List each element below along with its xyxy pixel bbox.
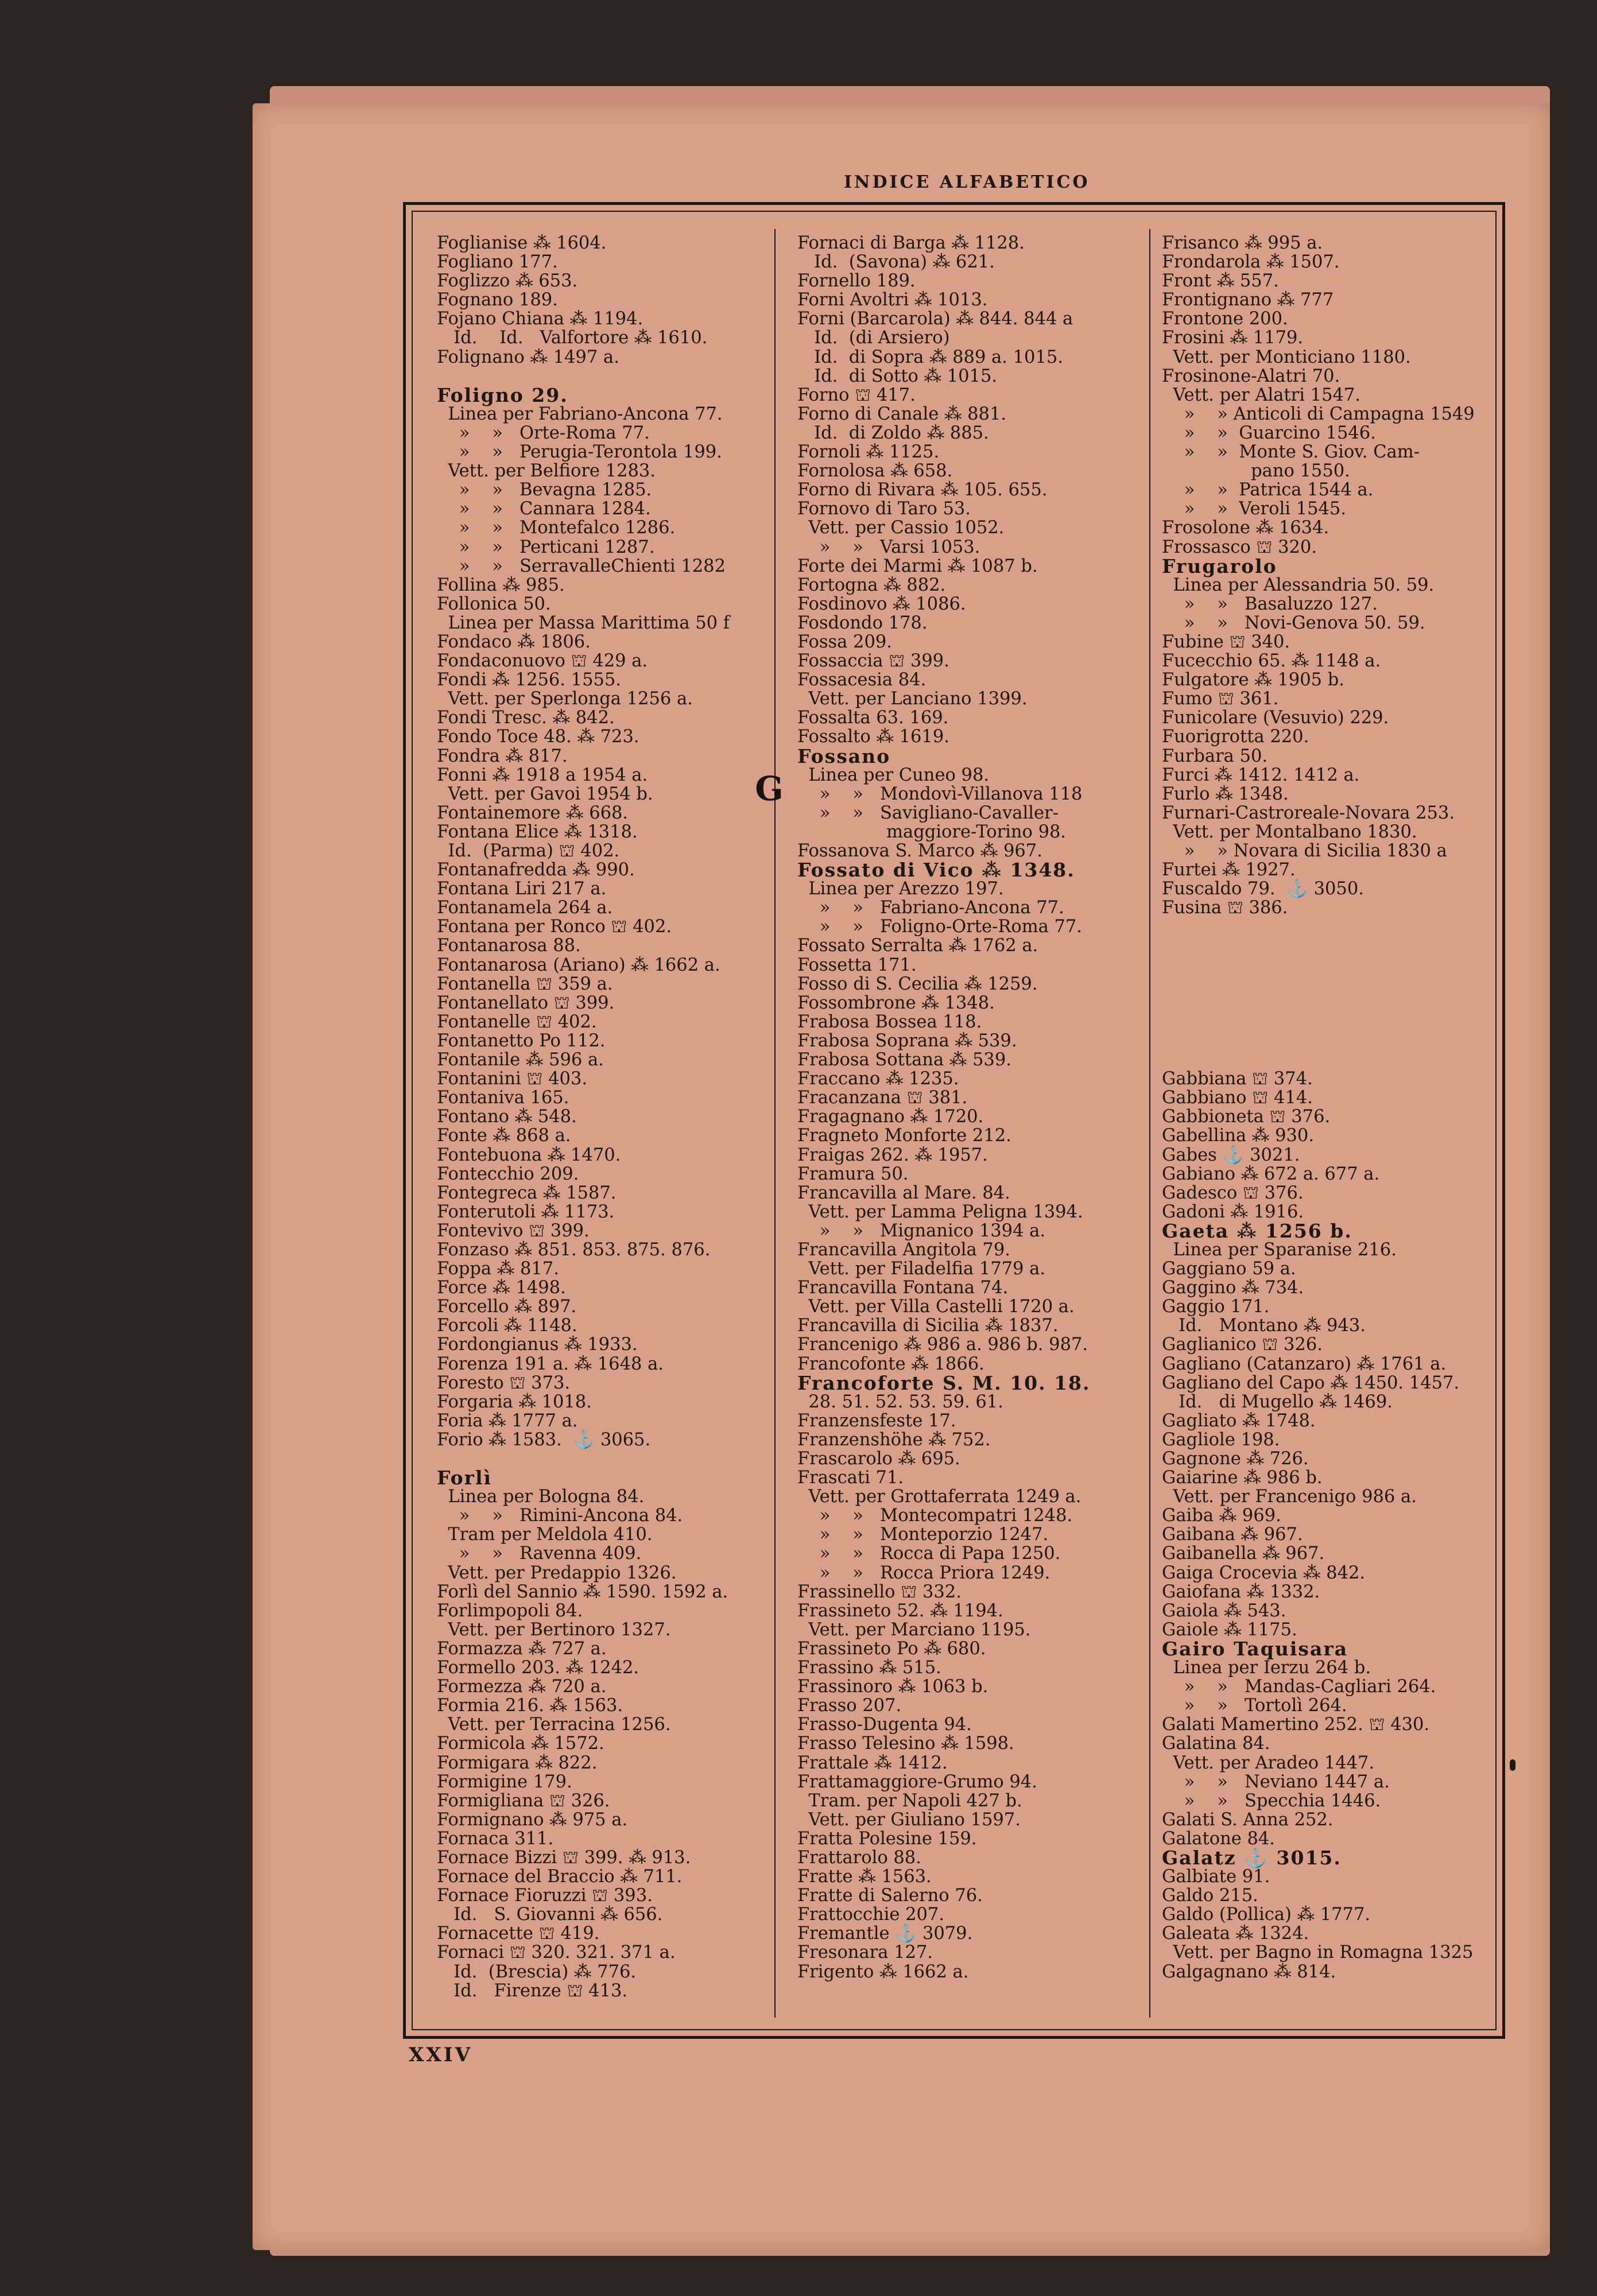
index-entry: Gaiofana ⁂ 1332. [1162, 1581, 1320, 1602]
index-entry: » » Foligno-Orte-Roma 77. [797, 917, 1082, 937]
index-entry: Gaiola ⁂ 543. [1162, 1600, 1286, 1621]
index-entry: Funicolare (Vesuvio) 229. [1162, 708, 1389, 728]
index-entry: Galdo 215. [1162, 1886, 1258, 1906]
index-entry: Gabes ⚓ 3021. [1162, 1145, 1300, 1165]
index-entry: » » Rocca di Papa 1250. [797, 1543, 1061, 1564]
index-entry: Foglianise ⁂ 1604. [437, 233, 607, 253]
index-entry: Gagliole 198. [1162, 1429, 1280, 1450]
index-entry: Formigara ⁂ 822. [437, 1752, 598, 1773]
index-entry: Fontanarosa 88. [437, 936, 581, 956]
index-entry: Fontanafredda ⁂ 990. [437, 860, 635, 881]
index-entry: » » Anticoli di Campagna 1549 [1162, 404, 1475, 424]
index-entry: Frontone 200. [1162, 309, 1288, 329]
index-entry: Fontanetto Po 112. [437, 1030, 606, 1051]
index-entry: Fontainemore ⁂ 668. [437, 802, 629, 823]
index-entry: Framura 50. [797, 1163, 909, 1184]
index-entry: Furtei ⁂ 1927. [1162, 860, 1296, 881]
index-entry: Gabbiana ⛫ 374. [1162, 1069, 1313, 1089]
index-entry: » » Rocca Priora 1249. [797, 1562, 1051, 1583]
index-entry: Fognano 189. [437, 290, 558, 311]
index-entry: Gadoni ⁂ 1916. [1162, 1201, 1304, 1222]
index-entry: Vett. per Francenigo 986 a. [1162, 1487, 1417, 1507]
index-entry: Fortogna ⁂ 882. [797, 575, 946, 595]
index-entry: Foppa ⁂ 817. [437, 1259, 559, 1279]
index-entry: Vett. per Bagno in Romagna 1325 [1162, 1942, 1474, 1963]
index-entry: Formigine 179. [437, 1771, 572, 1792]
index-entry: Frosolone ⁂ 1634. [1162, 518, 1329, 538]
index-entry [1162, 994, 1506, 1013]
index-entry: » » Cannara 1284. [437, 499, 651, 519]
index-entry: Galeata ⁂ 1324. [1162, 1923, 1309, 1944]
index-entry: Id. Id. Valfortore ⁂ 1610. [437, 328, 708, 348]
index-entry: Id. (Brescia) ⁂ 776. [437, 1961, 637, 1982]
index-entry: Franzensfeste 17. [797, 1410, 956, 1431]
index-entry: Fornace Bizzi ⛫ 399. ⁂ 913. [437, 1847, 691, 1868]
index-column-2 [797, 234, 1142, 2018]
index-entry: Fondra ⁂ 817. [437, 746, 568, 766]
index-entry: Fuorigrotta 220. [1162, 727, 1309, 747]
index-entry: Formazza ⁂ 727 a. [437, 1638, 607, 1659]
index-entry: Fontana per Ronco ⛫ 402. [437, 917, 672, 937]
index-entry: Formello 203. ⁂ 1242. [437, 1658, 639, 1678]
index-entry: Frabosa Bossea 118. [797, 1011, 982, 1032]
index-entry: Furbara 50. [1162, 746, 1268, 766]
index-entry [1162, 1031, 1506, 1050]
index-entry: pano 1550. [1162, 461, 1350, 482]
index-entry: Fondi Tresc. ⁂ 842. [437, 708, 615, 728]
index-entry: Fossano [797, 744, 891, 767]
index-entry: Fremantle ⚓ 3079. [797, 1923, 973, 1944]
index-entry: Fornoli ⁂ 1125. [797, 442, 940, 463]
index-entry [1162, 1013, 1506, 1031]
index-entry: Francofonte ⁂ 1866. [797, 1353, 984, 1374]
index-entry: Fonzaso ⁂ 851. 853. 875. 876. [437, 1239, 711, 1260]
index-entry: » » Montefalco 1286. [437, 518, 676, 538]
index-entry: Frascati 71. [797, 1468, 904, 1488]
index-entry: Forno di Canale ⁂ 881. [797, 404, 1007, 424]
index-entry: Fracanzana ⛫ 381. [797, 1088, 968, 1108]
index-entry [1162, 936, 1506, 955]
index-entry: Foresto ⛫ 373. [437, 1372, 571, 1393]
index-entry: Vett. per Monticiano 1180. [1162, 347, 1411, 367]
index-entry: Gabbioneta ⛫ 376. [1162, 1107, 1331, 1127]
index-entry: Fosdinovo ⁂ 1086. [797, 594, 966, 614]
index-entry: Fusina ⛫ 386. [1162, 898, 1288, 918]
index-entry [437, 367, 764, 386]
index-entry: Gaeta ⁂ 1256 b. [1162, 1219, 1352, 1242]
index-entry: Galdo (Pollica) ⁂ 1777. [1162, 1905, 1371, 1925]
index-entry: Fragagnano ⁂ 1720. [797, 1107, 984, 1127]
index-entry: Fuscaldo 79. ⚓ 3050. [1162, 879, 1364, 899]
index-entry: Vett. per Alatri 1547. [1162, 385, 1360, 405]
index-entry: Fontanella ⛫ 359 a. [437, 974, 613, 994]
index-entry: Francavilla Angitola 79. [797, 1239, 1010, 1260]
index-entry: Foglizzo ⁂ 653. [437, 271, 578, 292]
index-entry: Gaibana ⁂ 967. [1162, 1525, 1303, 1545]
index-entry: Id. Montano ⁂ 943. [1162, 1316, 1366, 1336]
index-entry: » » Mondovì-Villanova 118 [797, 784, 1083, 804]
index-frame-inner [412, 211, 1497, 2030]
index-entry: Vett. per Aradeo 1447. [1162, 1752, 1375, 1773]
index-entry: Galati S. Anna 252. [1162, 1809, 1334, 1830]
index-entry: Fragneto Monforte 212. [797, 1126, 1011, 1146]
index-entry: » » Monte S. Giov. Cam- [1162, 442, 1420, 463]
index-entry: Frosinone-Alatri 70. [1162, 366, 1340, 386]
index-entry: Fornace Fioruzzi ⛫ 393. [437, 1886, 653, 1906]
index-entry: Id. (di Arsiero) [797, 328, 950, 348]
index-entry: Fontana Liri 217 a. [437, 879, 607, 899]
index-entry: Gagliato ⁂ 1748. [1162, 1410, 1316, 1431]
index-entry: Frosini ⁂ 1179. [1162, 328, 1304, 348]
index-entry: Vett. per Lanciano 1399. [797, 689, 1028, 709]
index-entry: Gaibanella ⁂ 967. [1162, 1543, 1325, 1564]
index-entry: » » Rimini-Ancona 84. [437, 1506, 683, 1526]
index-entry: Fontanini ⛫ 403. [437, 1069, 588, 1089]
index-entry: Gabellina ⁂ 930. [1162, 1126, 1315, 1146]
index-entry: Id. di Mugello ⁂ 1469. [1162, 1391, 1393, 1412]
index-entry: Fontevivo ⛫ 399. [437, 1220, 590, 1241]
index-entry [1162, 917, 1506, 936]
index-entry: Galgagnano ⁂ 814. [1162, 1961, 1336, 1982]
index-entry: » » Veroli 1545. [1162, 499, 1347, 519]
index-entry: Fondo Toce 48. ⁂ 723. [437, 727, 639, 747]
index-entry: Frasso 207. [797, 1696, 902, 1716]
index-entry: Fornaca 311. [437, 1828, 554, 1849]
index-entry: Vett. per Grottaferrata 1249 a. [797, 1487, 1082, 1507]
index-entry: Gaiga Crocevia ⁂ 842. [1162, 1562, 1366, 1583]
index-entry: Fornaci di Barga ⁂ 1128. [797, 233, 1025, 253]
index-entry: Linea per Cuneo 98. [797, 765, 990, 785]
index-entry: Vett. per Villa Castelli 1720 a. [797, 1297, 1075, 1317]
index-entry: Gabiano ⁂ 672 a. 677 a. [1162, 1163, 1380, 1184]
index-entry: Vett. per Predappio 1326. [437, 1562, 677, 1583]
index-entry: Frugarolo [1162, 554, 1277, 577]
index-entry: Forni (Barcarola) ⁂ 844. 844 a [797, 309, 1073, 329]
index-entry: Linea per Massa Marittima 50 f [437, 612, 730, 633]
index-entry: Forcello ⁂ 897. [437, 1297, 577, 1317]
index-entry: Fubine ⛫ 340. [1162, 631, 1290, 652]
index-entry: Frondarola ⁂ 1507. [1162, 252, 1340, 273]
index-entry: Fontanelle ⛫ 402. [437, 1011, 597, 1032]
index-entry: Vett. per Terracina 1256. [437, 1715, 671, 1735]
index-entry: Fornovo di Taro 53. [797, 499, 971, 519]
index-entry: Forenza 191 a. ⁂ 1648 a. [437, 1353, 664, 1374]
index-entry: Fosdondo 178. [797, 612, 928, 633]
index-entry: Fresonara 127. [797, 1942, 933, 1963]
section-letter: G [755, 769, 784, 808]
index-entry: » » Neviano 1447 a. [1162, 1771, 1390, 1792]
index-entry: Galbiate 91. [1162, 1867, 1270, 1887]
index-entry: Fogliano 177. [437, 252, 558, 273]
index-entry: Frossasco ⛫ 320. [1162, 537, 1317, 557]
index-entry: » » Bevagna 1285. [437, 480, 652, 501]
index-entry: Frassino ⁂ 515. [797, 1658, 941, 1678]
index-entry: » » Mandas-Cagliari 264. [1162, 1677, 1436, 1697]
index-entry: Vett. per Gavoi 1954 b. [437, 784, 653, 804]
index-entry: Gadesco ⛫ 376. [1162, 1182, 1304, 1203]
index-entry: Forgaria ⁂ 1018. [437, 1391, 592, 1412]
index-entry: Fontegreca ⁂ 1587. [437, 1182, 617, 1203]
index-entry: Folignano ⁂ 1497 a. [437, 347, 619, 367]
index-entry: Gaiba ⁂ 969. [1162, 1506, 1281, 1526]
index-entry: » » Perugia-Terontola 199. [437, 442, 722, 463]
index-entry: Fontanarosa (Ariano) ⁂ 1662 a. [437, 955, 720, 975]
index-entry: Fossato di Vico ⁂ 1348. [797, 859, 1075, 882]
index-entry: Vett. per Montalbano 1830. [1162, 821, 1417, 842]
index-entry: » » Montecompatri 1248. [797, 1506, 1073, 1526]
index-entry: Galatone 84. [1162, 1828, 1275, 1849]
index-entry: Fornello 189. [797, 271, 916, 292]
index-entry: Id. di Sopra ⁂ 889 a. 1015. [797, 347, 1063, 367]
index-entry: » » Tortolì 264. [1162, 1696, 1347, 1716]
index-entry: Forni Avoltri ⁂ 1013. [797, 290, 988, 311]
index-entry: Francavilla di Sicilia ⁂ 1837. [797, 1316, 1059, 1336]
index-entry: Vett. per Bertinoro 1327. [437, 1619, 671, 1640]
index-entry: Fordongianus ⁂ 1933. [437, 1335, 638, 1355]
index-entry: Fojano Chiana ⁂ 1194. [437, 309, 644, 329]
margin-mark [1510, 1759, 1515, 1771]
index-entry: Gabbiano ⛫ 414. [1162, 1088, 1313, 1108]
index-entry: Forcoli ⁂ 1148. [437, 1316, 577, 1336]
index-entry: » » Guarcino 1546. [1162, 422, 1376, 443]
index-entry: Furlo ⁂ 1348. [1162, 784, 1289, 804]
index-entry: Francavilla al Mare. 84. [797, 1182, 1010, 1203]
index-entry: Formia 216. ⁂ 1563. [437, 1696, 623, 1716]
index-entry: Fossa 209. [797, 631, 892, 652]
index-entry: Frasso Telesino ⁂ 1598. [797, 1733, 1014, 1754]
index-entry: Linea per Bologna 84. [437, 1487, 645, 1507]
index-entry: Fossalto ⁂ 1619. [797, 727, 949, 747]
index-entry: Frassinello ⛫ 332. [797, 1581, 962, 1602]
index-entry: Frattamaggiore-Grumo 94. [797, 1771, 1037, 1792]
index-entry: Formezza ⁂ 720 a. [437, 1677, 607, 1697]
index-entry [1162, 1050, 1506, 1069]
index-entry: Fratta Polesine 159. [797, 1828, 977, 1849]
index-entry: Forlì [437, 1467, 493, 1490]
index-entry: Tram per Meldola 410. [437, 1525, 653, 1545]
index-entry: Fornacette ⛫ 419. [437, 1923, 600, 1944]
index-entry: Frabosa Soprana ⁂ 539. [797, 1030, 1017, 1051]
index-entry: Fratte di Salerno 76. [797, 1886, 983, 1906]
index-entry: Gaggio 171. [1162, 1297, 1270, 1317]
index-entry: Fossalta 63. 169. [797, 708, 949, 728]
index-entry: Gagnone ⁂ 726. [1162, 1449, 1309, 1469]
index-frame [403, 202, 1505, 2039]
index-entry: » » Mignanico 1394 a. [797, 1220, 1046, 1241]
index-entry: Fumo ⛫ 361. [1162, 689, 1279, 709]
index-entry: Fornace del Braccio ⁂ 711. [437, 1867, 683, 1887]
index-entry: Fontanamela 264 a. [437, 898, 613, 918]
index-entry: » » Ravenna 409. [437, 1543, 642, 1564]
index-entry: Fonte ⁂ 868 a. [437, 1126, 571, 1146]
index-entry: Id. S. Giovanni ⁂ 656. [437, 1905, 663, 1925]
index-entry: Fontecchio 209. [437, 1163, 579, 1184]
index-entry: Fontanellato ⛫ 399. [437, 992, 615, 1013]
index-entry: » » Fabriano-Ancona 77. [797, 898, 1064, 918]
index-entry: Fontana Elice ⁂ 1318. [437, 821, 638, 842]
index-entry: Linea per Ierzu 264 b. [1162, 1658, 1371, 1678]
index-entry: Frassineto 52. ⁂ 1194. [797, 1600, 1003, 1621]
index-entry: Vett. per Marciano 1195. [797, 1619, 1031, 1640]
index-entry: Francavilla Fontana 74. [797, 1278, 1009, 1298]
column-divider [774, 229, 776, 2018]
index-entry: Gagliano del Capo ⁂ 1450. 1457. [1162, 1372, 1460, 1393]
index-entry: Fossetta 171. [797, 955, 917, 975]
index-entry: Vett. per Giuliano 1597. [797, 1809, 1021, 1830]
index-entry: Fondaconuovo ⛫ 429 a. [437, 651, 648, 672]
index-entry: Fulgatore ⁂ 1905 b. [1162, 670, 1344, 691]
index-entry: Fraigas 262. ⁂ 1957. [797, 1145, 988, 1165]
page-number: XXIV [409, 2043, 473, 2066]
index-entry: Frassineto Po ⁂ 680. [797, 1638, 986, 1659]
index-entry: Linea per Sparanise 216. [1162, 1239, 1397, 1260]
index-entry: Gagliano (Catanzaro) ⁂ 1761 a. [1162, 1353, 1447, 1374]
index-entry: » » Patrica 1544 a. [1162, 480, 1374, 501]
index-entry: Gairo Taquisara [1162, 1637, 1348, 1660]
index-entry: Fossombrone ⁂ 1348. [797, 992, 995, 1013]
index-entry: Frattale ⁂ 1412. [797, 1752, 948, 1773]
index-entry: Tram. per Napoli 427 b. [797, 1790, 1022, 1811]
index-entry: Follonica 50. [437, 594, 551, 614]
index-entry: Fratte ⁂ 1563. [797, 1867, 932, 1887]
index-entry: » » Monteporzio 1247. [797, 1525, 1049, 1545]
index-entry: » » SerravalleChienti 1282 [437, 556, 726, 576]
index-entry: Linea per Fabriano-Ancona 77. [437, 404, 723, 424]
index-column-1 [437, 234, 764, 2018]
index-entry: Gaggiano 59 a. [1162, 1259, 1296, 1279]
index-entry: Galatz ⚓ 3015. [1162, 1846, 1342, 1869]
index-entry: Gaggino ⁂ 734. [1162, 1278, 1304, 1298]
index-entry: Frassinoro ⁂ 1063 b. [797, 1677, 989, 1697]
index-entry: Id. (Savona) ⁂ 621. [797, 252, 995, 273]
index-entry: » » Specchia 1446. [1162, 1790, 1381, 1811]
index-entry: » » Orte-Roma 77. [437, 422, 650, 443]
index-entry: Furci ⁂ 1412. 1412 a. [1162, 765, 1360, 785]
index-entry: Fonterutoli ⁂ 1173. [437, 1201, 615, 1222]
index-entry: Fonni ⁂ 1918 a 1954 a. [437, 765, 648, 785]
index-entry: » » Novara di Sicilia 1830 a [1162, 841, 1447, 861]
index-entry: Formigliana ⛫ 326. [437, 1790, 610, 1811]
index-entry: Furnari-Castroreale-Novara 253. [1162, 802, 1455, 823]
index-entry: 28. 51. 52. 53. 59. 61. [797, 1391, 1003, 1412]
index-entry: Formignano ⁂ 975 a. [437, 1809, 628, 1830]
index-entry: Gaglianico ⛫ 326. [1162, 1335, 1323, 1355]
index-entry: Linea per Arezzo 197. [797, 879, 1004, 899]
index-entry: Fontano ⁂ 548. [437, 1107, 577, 1127]
index-entry: » » Novi-Genova 50. 59. [1162, 612, 1425, 633]
index-entry: Francoforte S. M. 10. 18. [797, 1371, 1091, 1394]
index-entry: Force ⁂ 1498. [437, 1278, 566, 1298]
index-entry: Frattarolo 88. [797, 1847, 921, 1868]
index-entry: Id. di Sotto ⁂ 1015. [797, 366, 998, 386]
index-entry: Fondaco ⁂ 1806. [437, 631, 591, 652]
index-entry: Foria ⁂ 1777 a. [437, 1410, 578, 1431]
index-entry: Fondi ⁂ 1256. 1555. [437, 670, 621, 691]
index-entry: Francenigo ⁂ 986 a. 986 b. 987. [797, 1335, 1088, 1355]
index-column-3 [1162, 234, 1506, 2018]
index-entry: Vett. per Filadelfia 1779 a. [797, 1259, 1046, 1279]
index-entry: Vett. per Sperlonga 1256 a. [437, 689, 693, 709]
index-entry: Forio ⁂ 1583. ⚓ 3065. [437, 1429, 651, 1450]
index-entry: Fornolosa ⁂ 658. [797, 461, 953, 482]
index-entry: Frabosa Sottana ⁂ 539. [797, 1050, 1011, 1071]
index-entry: Forlimpopoli 84. [437, 1600, 583, 1621]
index-entry: Fontebuona ⁂ 1470. [437, 1145, 621, 1165]
index-entry: Fossaccia ⛫ 399. [797, 651, 949, 672]
index-entry: Fucecchio 65. ⁂ 1148 a. [1162, 651, 1381, 672]
index-entry: Frontignano ⁂ 777 [1162, 290, 1334, 311]
index-entry: » » Savigliano-Cavaller- [797, 802, 1059, 823]
index-entry: Vett. per Lamma Peligna 1394. [797, 1201, 1083, 1222]
index-entry: Id. di Zoldo ⁂ 885. [797, 422, 989, 443]
index-entry: » » Perticani 1287. [437, 537, 655, 557]
index-entry: Vett. per Cassio 1052. [797, 518, 1005, 538]
index-entry: Forno ⛫ 417. [797, 385, 916, 405]
index-entry: Foligno 29. [437, 383, 568, 406]
index-entry: Linea per Alessandria 50. 59. [1162, 575, 1435, 595]
index-entry: Fossacesia 84. [797, 670, 927, 691]
index-entry: Frattocchie 207. [797, 1905, 945, 1925]
index-entry: Formicola ⁂ 1572. [437, 1733, 604, 1754]
index-entry: Frasso-Dugenta 94. [797, 1715, 972, 1735]
running-header: INDICE ALFABETICO [844, 172, 1090, 192]
index-entry: Vett. per Belfiore 1283. [437, 461, 656, 482]
index-entry: Fraccano ⁂ 1235. [797, 1069, 959, 1089]
index-entry: Franzenshöhe ⁂ 752. [797, 1429, 991, 1450]
index-entry: Forno di Rivara ⁂ 105. 655. [797, 480, 1048, 501]
index-entry [1162, 956, 1506, 975]
index-entry: Frascarolo ⁂ 695. [797, 1449, 960, 1469]
index-entry: Galatina 84. [1162, 1733, 1270, 1754]
index-entry [437, 1449, 764, 1468]
index-entry: Front ⁂ 557. [1162, 271, 1279, 292]
index-entry: » » Basaluzzo 127. [1162, 594, 1378, 614]
index-entry: Id. (Parma) ⛫ 402. [437, 841, 620, 861]
index-entry: Frisanco ⁂ 995 a. [1162, 233, 1323, 253]
index-entry: Gaiole ⁂ 1175. [1162, 1619, 1297, 1640]
index-entry: Forte dei Marmi ⁂ 1087 b. [797, 556, 1038, 576]
index-entry: Fornaci ⛫ 320. 321. 371 a. [437, 1942, 676, 1963]
index-entry: Forlì del Sannio ⁂ 1590. 1592 a. [437, 1581, 728, 1602]
index-entry: Fontaniva 165. [437, 1088, 569, 1108]
index-entry: Fosso di S. Cecilia ⁂ 1259. [797, 974, 1038, 994]
column-divider [1149, 229, 1150, 2018]
index-entry: Fossato Serralta ⁂ 1762 a. [797, 936, 1038, 956]
index-entry: maggiore-Torino 98. [797, 821, 1067, 842]
index-entry: » » Varsi 1053. [797, 537, 980, 557]
index-entry: Fossanova S. Marco ⁂ 967. [797, 841, 1042, 861]
index-entry: Galati Mamertino 252. ⛫ 430. [1162, 1715, 1430, 1735]
index-entry: Fontanile ⁂ 596 a. [437, 1050, 604, 1071]
index-entry: Follina ⁂ 985. [437, 575, 565, 595]
index-entry: Id. Firenze ⛫ 413. [437, 1980, 628, 2001]
index-entry [1162, 975, 1506, 994]
index-entry: Gaiarine ⁂ 986 b. [1162, 1468, 1323, 1488]
index-entry: Frigento ⁂ 1662 a. [797, 1961, 969, 1982]
